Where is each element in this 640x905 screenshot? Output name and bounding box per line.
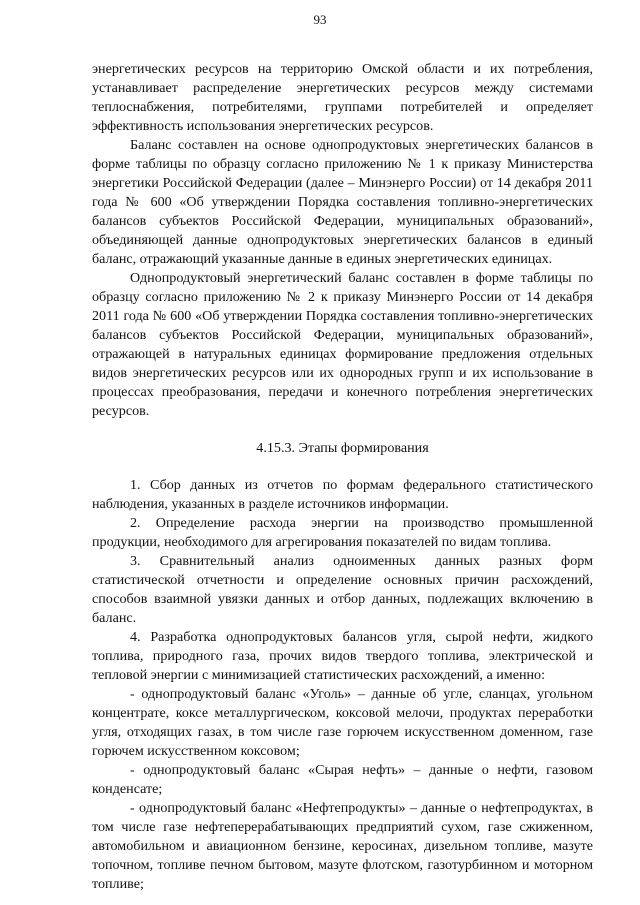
list-item-step-1: 1. Сбор данных из отчетов по формам федерального статистического наблюдения, указанных в разделе источников информации. bbox=[92, 477, 593, 512]
paragraph-balance-basis: Баланс составлен на основе однопродуктовых энергетических балансов в форме таблицы по образцу согласно приложению № 1 к приказу Министерства энергетики Российской Федерации (далее – Минэнерго России) от 14 декабря 2011 года № 600 «Об утверждении Порядка составления топливно-энергетических балансов субъектов Российской Федерации, муниципальных образований», объединяющей данные однопродуктовых энергетических балансов в единый баланс, отражающий указанные данные в единых энергетических единицах. bbox=[92, 137, 593, 267]
list-item-petroleum-products-balance: - однопродуктовый баланс «Нефтепродукты» – данные о нефтепродуктах, в том числе газе нефтеперерабатывающих предприятий сухом, газе сжиженном, автомобильном и авиационном бензине, керосинах, дизельном топливе, мазуте топочном, топливе печном бытовом, мазуте флотском, газотурбинном и моторном топливе; bbox=[92, 800, 593, 892]
list-item-step-2: 2. Определение расхода энергии на производство промышленной продукции, необходимого для агрегирования показателей по видам топлива. bbox=[92, 515, 593, 550]
paragraph-single-product-balance: Однопродуктовый энергетический баланс составлен в форме таблицы по образцу согласно приложению № 2 к приказу Минэнерго России от 14 декабря 2011 года № 600 «Об утверждении Порядка составления топливно-энергетических балансов субъектов Российской Федерации, муниципальных образований», отражающей в натуральных единицах формирование предложения отдельных видов энергетических ресурсов или их однородных групп и их использование в процессах преобразования, передачи и конечного потребления энергетических ресурсов. bbox=[92, 270, 593, 419]
list-item-step-4: 4. Разработка однопродуктовых балансов угля, сырой нефти, жидкого топлива, природного газа, прочих видов твердого топлива, электрической и тепловой энергии с минимизацией статистических расхождений, а именно: bbox=[92, 629, 593, 683]
section-heading: 4.15.3. Этапы формирования bbox=[256, 440, 429, 456]
list-item-step-3: 3. Сравнительный анализ одноименных данных разных форм статистической отчетности и определение основных причин расхождений, способов взаимной увязки данных и отбор данных, подлежащих включению в баланс. bbox=[92, 553, 593, 626]
list-item-crude-oil-balance: - однопродуктовый баланс «Сырая нефть» – данные о нефти, газовом конденсате; bbox=[92, 762, 593, 797]
document-body bbox=[92, 60, 593, 894]
list-item-coal-balance: - однопродуктовый баланс «Уголь» – данные об угле, сланцах, угольном концентрате, коксе металлургическом, коксовой мелочи, продуктах переработки угля, отходящих газах, в том числе газе горючем искусственном доменном, газе горючем искусственном коксовом; bbox=[92, 686, 593, 759]
paragraph-continuation: энергетических ресурсов на территорию Омской области и их потребления, устанавливает распределение энергетических ресурсов между системами теплоснабжения, потребителями, группами потребителей и определяет эффективность использования энергетических ресурсов. bbox=[92, 61, 593, 134]
page-number: 93 bbox=[313, 12, 327, 27]
